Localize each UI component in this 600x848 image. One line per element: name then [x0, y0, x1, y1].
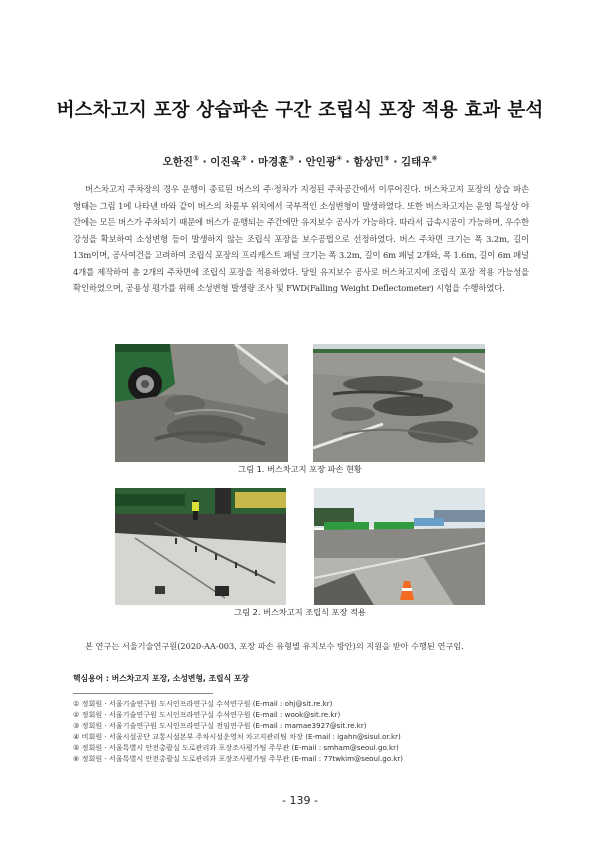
author-separator: · — [389, 156, 402, 168]
author-mark: ③ — [288, 154, 295, 163]
author-mark: ⑥ — [431, 154, 438, 163]
damage-photo-pavement — [313, 344, 485, 462]
installation-photo-panels — [115, 488, 286, 605]
author-separator: · — [294, 156, 306, 168]
author-name: 마경훈 — [257, 156, 289, 168]
author-name: 안인광 — [305, 156, 337, 168]
author-mark: ④ — [336, 154, 343, 163]
footnote-item: ⑥ 정회원 · 서울특별시 안전총괄실 도로관리과 포장조사평가팀 주무관 (E-mail : 77twkim@seoul.go.kr) — [73, 753, 404, 763]
acknowledgement: 본 연구는 서울기술연구원(2020-AA-003, 포장 파손 유형별 유지보수 방안)의 지원을 받아 수행된 연구임. — [85, 641, 464, 651]
footnote-divider — [73, 693, 213, 694]
footnote-item: ① 정회원 · 서울기술연구원 도시인프라연구실 수석연구원 (E-mail : ohj@sit.re.kr) — [73, 699, 333, 708]
footnote-item: ② 정회원 · 서울기술연구원 도시인프라연구실 수석연구원 (E-mail : wook@sit.re.kr) — [73, 709, 341, 719]
damage-photo-bus — [115, 344, 288, 462]
author-name: 오한진 — [162, 156, 194, 168]
installation-photo-garage — [314, 488, 485, 605]
figure2-caption: 그림 2. 버스차고지 조립식 포장 적용 — [234, 607, 366, 617]
keywords: 핵심용어 : 버스차고지 포장, 소성변형, 조립식 포장 — [73, 674, 249, 683]
author-name: 김태우 — [401, 156, 432, 168]
footnote-item: ⑤ 정회원 · 서울특별시 안전총괄실 도로관리과 포장조사평가팀 주무관 (E-mail : smham@seoul.go.kr) — [73, 742, 399, 752]
footnote-item: ④ 비회원 · 서울시설공단 교통시설본부 주차시설운영처 차고지관리팀 차장 (E-mail : igahn@sisul.or.kr) — [73, 731, 401, 741]
author-name: 함상민 — [353, 156, 384, 168]
author-list — [60, 154, 540, 169]
author-name: 이진욱 — [210, 156, 241, 168]
paper-title: 버스차고지 포장 상습파손 구간 조립식 포장 적용 효과 분석 — [56, 100, 544, 121]
author-mark: ① — [193, 154, 199, 163]
author-separator: · — [198, 156, 211, 168]
figure1-caption: 그림 1. 버스차고지 포장 파손 현황 — [238, 464, 362, 474]
footnote-list — [73, 699, 529, 764]
abstract-paragraph: 버스차고지 주차장의 경우 운행이 종료된 버스의 주·정차가 지정된 주차공간에서 이루어진다. 버스차고지 포장의 상습 파손 형태는 그림 1에 나타낸 바와 같이 버스의 차륜부 위치에서 국부적인 소성변형이 발생하였다. 또한 버스차고지는 운영 특성상 야간에는 모든 버스가 주차되기 때문에 버스가 운행되는 주간에만 유지보수 공사가 가능하다. 따라서 급속시공이 가능하며, 우수한 강성을 확보하여 소성변형 등이 발생하지 않는 조립식 포장을 보수공법으로 선정하였다. 버스 주차면 크기는 폭 3.2m, 길이 13m이며, 공사여건을 고려하여 조립식 포장의 프리캐스트 패널 크기는 폭 3.2m, 길이 6m 패널 2개와, 폭 1.6m, 길이 6m 패널 4개를 제작하여 총 2개의 주차면에 조립식 포장을 적용하였다. 당일 유지보수 공사로 버스차고지에 조립식 포장 적용 가능성을 확인하였으며, 공용성 평가를 위해 소성변형 발생량 조사 및 FWD(Falling Weight Deflectometer) 시험을 수행하였다. — [73, 184, 529, 293]
author-separator: · — [342, 156, 354, 168]
author-mark: ② — [240, 154, 247, 163]
author-mark: ⑤ — [383, 154, 390, 163]
author-separator: · — [246, 156, 258, 168]
page-number: - 139 - — [282, 794, 318, 807]
footnote-item: ③ 정회원 · 서울기술연구원 도시인프라연구실 전임연구원 (E-mail : mamae3927@sit.re.kr) — [73, 720, 367, 730]
